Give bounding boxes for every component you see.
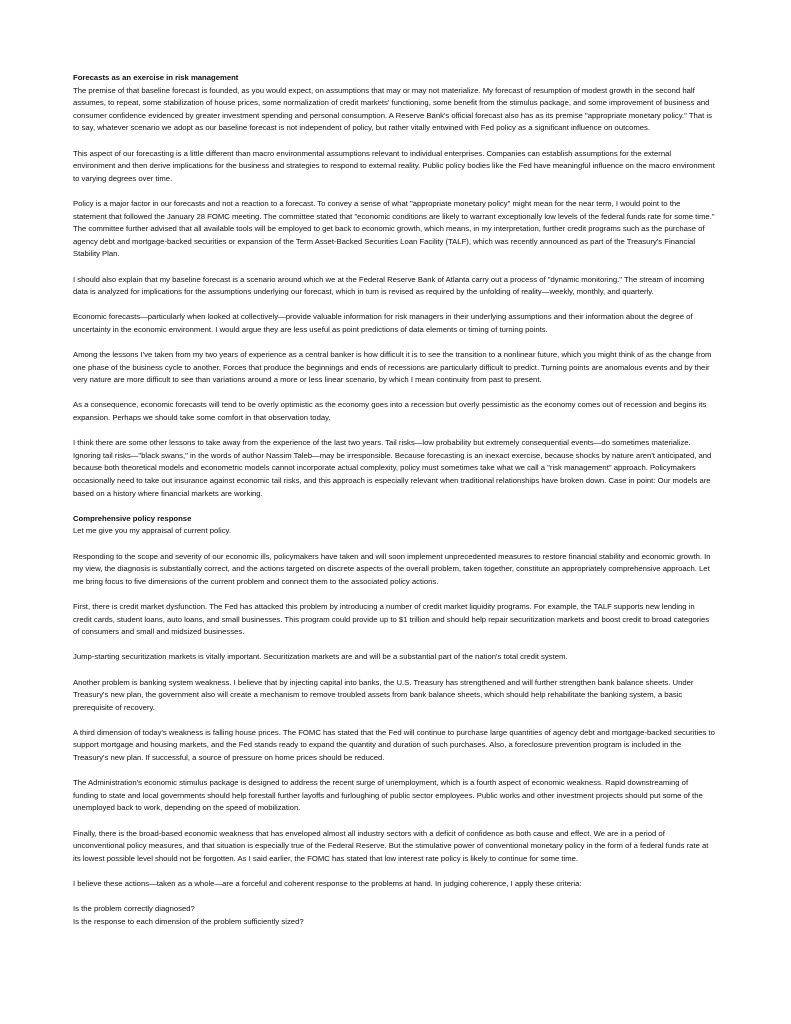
- paragraph: Finally, there is the broad-based economic weakness that has enveloped almost all industry sectors with a deficit of confidence as both cause and effect. We are in a period of unconventional policy measures, and that situation is especially true of the Federal Reserve. But the stimulative power of conventional monetary policy in the form of a federal funds rate at its lowest possible level should not be forgotten. As I said earlier, the FOMC has stated that low interest rate policy is likely to continue for some time.: [73, 828, 709, 863]
- paragraph: Among the lessons I've taken from my two years of experience as a central banker is how difficult it is to see the transition to a nonlinear future, which you might think of as the change from one phase of the business cycle to another. Forces that produce the beginnings and ends of recessions are particularly difficult to predict. Turning points are anomalous events and by their very nature are more difficult to see than variations around a more or less linear scenario, by which I mean continuity from past to present.: [73, 350, 712, 385]
- speech-text: [73, 72, 715, 928]
- section-risk-management: [73, 72, 715, 500]
- paragraph: Let me give you my appraisal of current policy.: [73, 526, 231, 536]
- paragraph: This aspect of our forecasting is a little different than macro environmental assumptions relevant to individual enterprises. Companies can establish assumptions for the external environment and then derive implications for the business and strategies to respond to external reality. Public policy bodies like the Fed have meaningful influence on the macro environment to varying degrees over time.: [73, 148, 715, 183]
- section-policy-response: [73, 513, 715, 929]
- paragraph: The premise of that baseline forecast is founded, as you would expect, on assumptions that may or may not materialize. My forecast of resumption of modest growth in the second half assumes, to repeat, some stabilization of house prices, some normalization of credit markets' functioning, some benefit from the stimulus package, and some improvement of business and consumer confidence evidenced by greater investment spending and personal consumption. A Reserve Bank's official forecast also has as its premise "appropriate monetary policy." That is to say, whatever scenario we adopt as our baseline forecast is not independent of policy, but rather vitally entwined with Fed policy as a significant influence on outcomes.: [73, 85, 712, 133]
- paragraph: I believe these actions—taken as a whole—are a forceful and coherent response to the problems at hand. In judging coherence, I apply these criteria:: [73, 879, 582, 888]
- paragraph: First, there is credit market dysfunction. The Fed has attacked this problem by introducing a number of credit market liquidity programs. For example, the TALF supports new lending in credit cards, student loans, auto loans, and small businesses. This program could provide up to $1 trillion and should help repair securitization markets and boost credit to broad categories of consumers and small and midsized businesses.: [73, 601, 710, 637]
- paragraph: As a consequence, economic forecasts will tend to be overly optimistic as the economy goes into a recession but overly pessimistic as the economy comes out of recession and begins its expansion. Perhaps we should take some comfort in that observation today.: [73, 400, 707, 423]
- paragraph: Responding to the scope and severity of our economic ills, policymakers have taken and will soon implement unprecedented measures to restore financial stability and economic growth. In my view, the diagnosis is substantially correct, and the actions targeted on discrete aspects of the overall problem, taken together, constitute an appropriately comprehensive approach. Let me bring focus to five dimensions of the current problem and connect them to the associated policy actions.: [73, 551, 711, 586]
- paragraph: Jump-starting securitization markets is vitally important. Securitization markets are and will be a substantial part of the nation's total credit system.: [73, 652, 568, 662]
- paragraph: Another problem is banking system weakness. I believe that by injecting capital into banks, the U.S. Treasury has strengthened and will further strengthen bank balance sheets. Under Treasury's new plan, the government also will create a mechanism to remove troubled assets from bank balance sheets, which should help rehabilitate the banking system, a basic prerequisite of recovery.: [73, 677, 694, 712]
- paragraph: Economic forecasts—particularly when looked at collectively—provide valuable information for risk managers in their underlying assumptions and their information about the degree of uncertainty in the economic environment. I would argue they are less useful as point predictions of data elements or timing of turning points.: [73, 312, 693, 334]
- paragraph: I think there are some other lessons to take away from the experience of the last two years. Tail risks—low probability but extremely consequential events—do sometimes materialize. Ignoring tail risks—"black swans," in the words of author Nassim Taleb—may be irresponsible. Because forecasting is an inexact exercise, because shocks by nature aren't anticipated, and because both theoretical models and econometric models cannot incorporate actual complexity, policy must sometimes take what we call a "risk management" approach. Policymakers occasionally need to take out insurance against economic tail risks, and this approach is especially relevant when traditional relationships have broken down. Case in point: Our models are based on a history where financial markets are working.: [73, 438, 712, 498]
- criteria-item: Is the problem correctly diagnosed?: [73, 904, 195, 914]
- paragraph: The Administration's economic stimulus package is designed to address the recent surge of unemployment, which is a fourth aspect of economic weakness. Rapid downstreaming of funding to state and local governments should help forestall further layoffs and furloughing of public sector employees. Public works and other investment projects should put some of the unemployed back to work, depending on the speed of mobilization.: [73, 778, 703, 813]
- section-heading: Forecasts as an exercise in risk management: [73, 73, 239, 82]
- paragraph: A third dimension of today's weakness is falling house prices. The FOMC has stated that the Fed will continue to purchase large quantities of agency debt and mortgage-backed securities to support mortgage and housing markets, and the Fed stands ready to expand the quantity and duration of such purchases. Also, a foreclosure prevention program is included in the Treasury's new plan. If successful, a source of pressure on home prices should be reduced.: [73, 727, 715, 763]
- paragraph: Policy is a major factor in our forecasts and not a reaction to a forecast. To convey a sense of what "appropriate monetary policy" might mean for the near term, I would point to the statement that followed the January 28 FOMC meeting. The committee stated that "economic conditions are likely to warrant exceptionally low levels of the federal funds rate for some time." The committee further advised that all available tools will be employed to get back to economic growth, which means, in my interpretation, further credit programs such as the purchase of agency debt and mortgage-backed securities or expansion of the Term Asset-Backed Securities Loan Facility (TALF), which was recently announced as part of the Treasury's Financial Stability Plan.: [73, 198, 715, 259]
- paragraph: I should also explain that my baseline forecast is a scenario around which we at the Federal Reserve Bank of Atlanta carry out a process of "dynamic monitoring." The stream of incoming data is analyzed for implications for the assumptions underlying our forecast, which in turn is revised as required by the unfolding of reality—weekly, monthly, and quarterly.: [73, 274, 705, 297]
- criteria-item: Is the response to each dimension of the problem sufficiently sized?: [73, 916, 304, 926]
- section-heading: Comprehensive policy response: [73, 513, 192, 523]
